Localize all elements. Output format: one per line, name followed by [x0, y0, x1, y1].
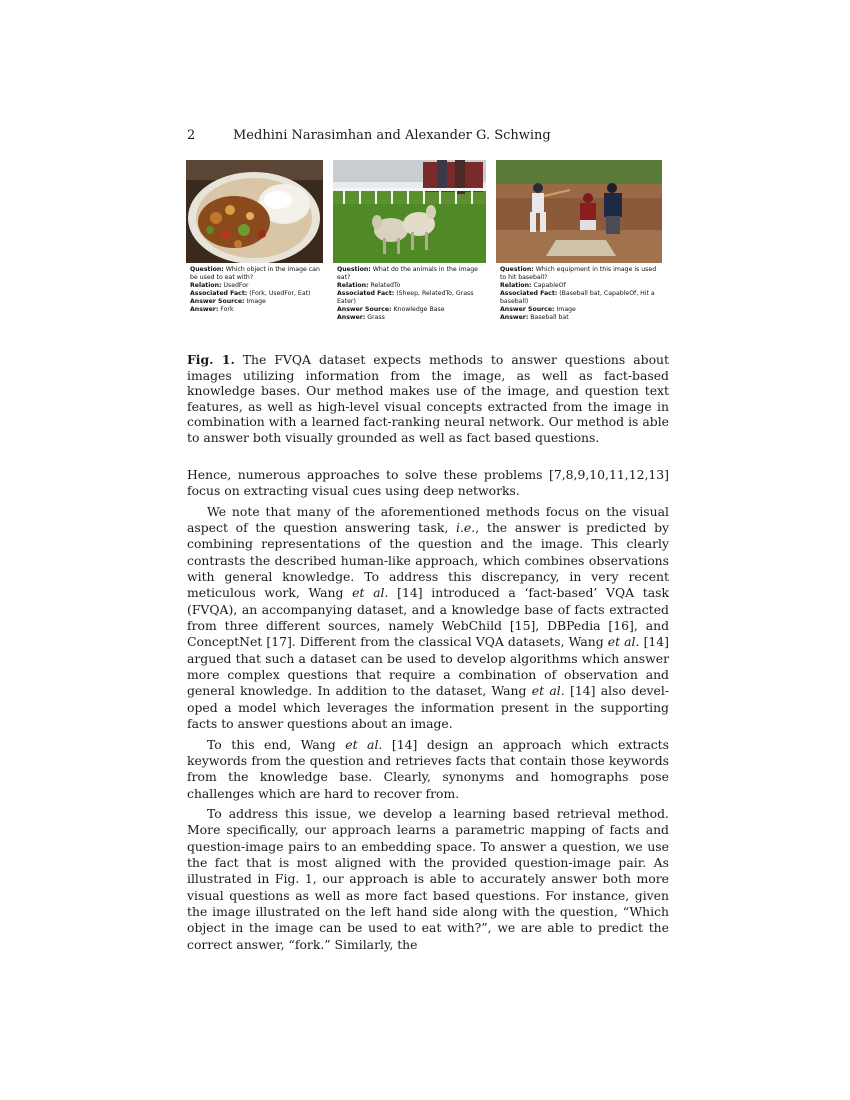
- relation-line: Relation: CapableOf: [500, 282, 566, 289]
- sheep-qa-text: [337, 266, 487, 322]
- body-text: [187, 467, 669, 957]
- figure-caption: [187, 352, 669, 446]
- relation-line: Relation: RelatedTo: [337, 282, 401, 289]
- fact-line: Associated Fact: (Baseball bat, CapableOf, Hit a baseball): [500, 290, 655, 305]
- baseball-photo: [496, 160, 662, 263]
- running-head: [187, 127, 667, 145]
- caption-text: The FVQA dataset expects methods to answer questions about images utilizing information from the image, as well as fact-based knowledge bases. Our method makes use of the image, and question text features, as well as high-level visual concepts extracted from the image in combination with a learned fact-ranking neural network. Our method is able to answer both visually grounded as well as fact based questions.: [187, 352, 669, 445]
- fact-line: Associated Fact: (Sheep, RelatedTo, Grass Eater): [337, 290, 474, 305]
- author-names: Medhini Narasimhan and Alexander G. Schwing: [233, 128, 551, 143]
- fact-line: Associated Fact: (Fork, UsedFor, Eat): [190, 290, 311, 297]
- source-line: Answer Source: Knowledge Base: [337, 306, 445, 313]
- source-line: Answer Source: Image: [190, 298, 266, 305]
- figure-1: [186, 160, 664, 320]
- question-line: Question: Which equipment in this image is used to hit baseball?: [500, 266, 657, 281]
- caption-label: Fig. 1.: [187, 352, 235, 367]
- answer-line: Answer: Grass: [337, 314, 385, 321]
- question-line: Question: What do the animals in the image eat?: [337, 266, 478, 281]
- source-line: Answer Source: Image: [500, 306, 576, 313]
- baseball-qa-text: [500, 266, 662, 322]
- paragraph-4: To address this issue, we develop a learning based retrieval method. More specifically, our approach learns a parametric mapping of facts and question-image pairs to an embedding space. To answer a question, we use the fact that is most aligned with the provided question-image pair. As illustrated in Fig. 1, our approach is able to accurately answer both more visual questions as well as more fact based questions. For instance, given the image illustrated on the left hand side along with the question, “Which object in the image can be used to eat with?”, we are able to predict the correct answer, “fork.” Similarly, the: [187, 805, 669, 952]
- paragraph-3: To this end, Wang et al. [14] design an approach which extracts keywords from the question and retrieves facts that contain those keywords from the knowledge base. Clearly, synonyms and homographs pose challenges which are hard to recover from.: [187, 736, 670, 801]
- food-qa-text: [190, 266, 320, 314]
- answer-line: Answer: Baseball bat: [500, 314, 569, 321]
- answer-line: Answer: Fork: [190, 306, 234, 313]
- paragraph-2: We note that many of the aforementioned methods focus on the visual aspect of the question answering task, i.e., the answer is predicted by combining representations of the question and the image. This clearly contrasts the described human-like approach, which combines observations with general knowledge. To address this discrepancy, in very recent meticulous work, Wang et al. [14] introduced a ‘fact-based’ VQA task (FVQA), an accompanying dataset, and a knowledge base of facts extracted from three different sources, namely WebChild [15], DBPedia [16], and ConceptNet [17]. Different from the classical VQA datasets, Wang et al. [14] argued that such a dataset can be used to develop algorithms which answer more complex questions that require a combination of observation and general knowledge. In addition to the dataset, Wang et al. [14] also developed a model which leverages the information present in the supporting facts to answer questions about an image.: [187, 503, 670, 732]
- question-line: Question: Which object in the image can be used to eat with?: [190, 266, 320, 281]
- paragraph-1: Hence, numerous approaches to solve these problems [7,8,9,10,11,12,13] focus on extracting visual cues using deep networks.: [187, 467, 669, 499]
- page-number: 2: [187, 128, 196, 143]
- sheep-photo: [333, 160, 486, 263]
- food-photo: [186, 160, 323, 263]
- relation-line: Relation: UsedFor: [190, 282, 249, 289]
